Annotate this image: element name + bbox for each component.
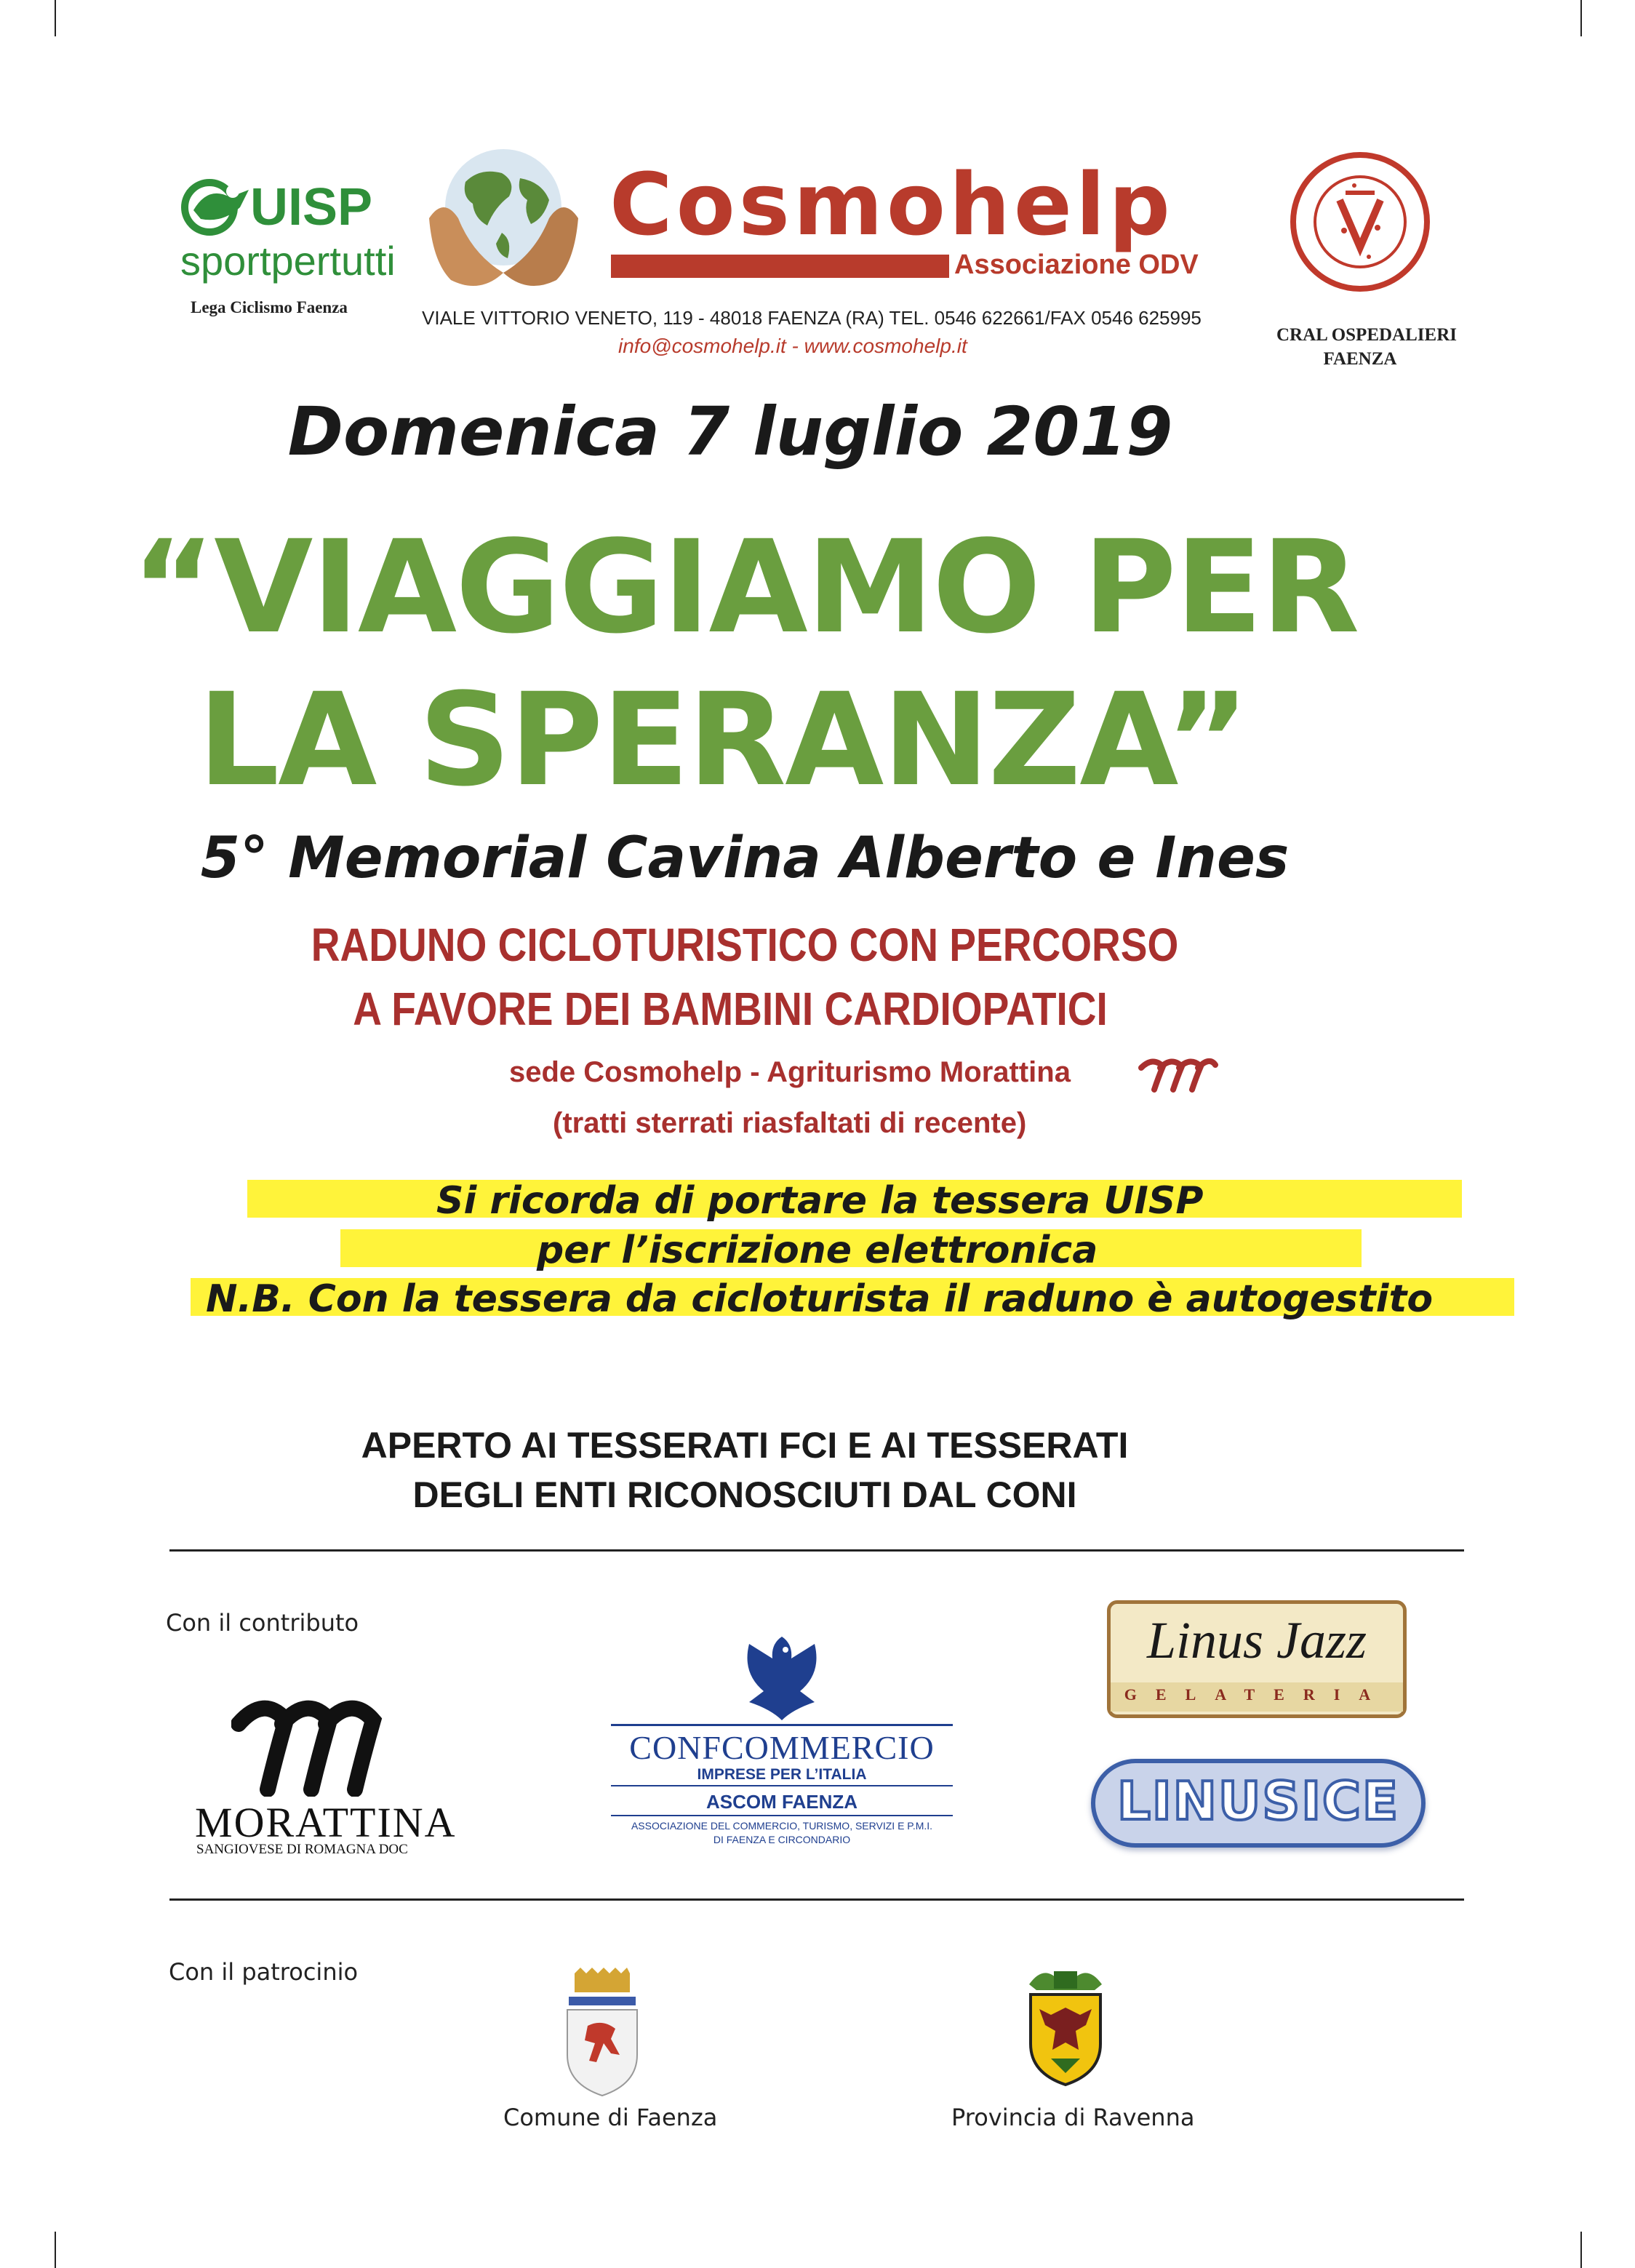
event-desc-line1: RADUNO CICLOTURISTICO CON PERCORSO [311,919,1179,971]
confcommercio-top-line [611,1724,953,1726]
cosmohelp-contacts[interactable]: info@cosmohelp.it - www.cosmohelp.it [618,335,967,357]
linus-jazz-logo [1107,1600,1407,1718]
linus-ice-name: LINUSICE [1116,1770,1400,1832]
faenza-label: Comune di Faenza [503,2104,718,2131]
linus-jazz-sub: GELATERIA [1124,1685,1390,1704]
confcommercio-bottom-line [611,1815,953,1816]
linus-ice-logo [1091,1759,1426,1848]
linus-jazz-name: Linus Jazz [1146,1611,1367,1669]
event-desc-line2: A FAVORE DEI BAMBINI CARDIOPATICI [353,983,1108,1035]
morattina-name: MORATTINA [195,1799,457,1846]
event-note: (tratti sterrati riasfaltati di recente) [553,1107,1027,1139]
confcommercio-desc2: DI FAENZA E CIRCONDARIO [713,1834,851,1845]
cral-label-line1: CRAL OSPEDALIERI [1276,325,1457,345]
cosmohelp-sub: Associazione ODV [954,249,1199,280]
cral-seal-icon [1287,149,1433,295]
crop-mark-top-left [55,0,56,36]
morattina-small-icon [1138,1055,1218,1093]
crop-mark-bottom-right [1580,2232,1582,2268]
confcommercio-eagle-icon [727,1629,836,1724]
confcommercio-desc1: ASSOCIAZIONE DEL COMMERCIO, TURISMO, SERVIZI E P.M.I. [631,1820,933,1832]
confcommercio-branch: ASCOM FAENZA [706,1791,858,1813]
cral-label-line2: FAENZA [1323,349,1397,369]
confcommercio-name: CONFCOMMERCIO [629,1729,935,1766]
eligibility-line1: APERTO AI TESSERATI FCI E AI TESSERATI [361,1425,1129,1466]
event-date: Domenica 7 luglio 2019 [287,393,1173,471]
crop-mark-bottom-left [55,2232,56,2268]
event-memorial: 5° Memorial Cavina Alberto e Ines [200,826,1290,891]
uisp-brand: UISP [250,178,373,236]
eligibility-line2: DEGLI ENTI RICONOSCIUTI DAL CONI [412,1474,1077,1515]
uisp-sub: Lega Ciclismo Faenza [191,298,348,316]
uisp-tagline: sportpertutti [180,238,396,284]
highlight-line2: per l’iscrizione elettronica [537,1229,1098,1272]
event-title-line2: LA SPERANZA” [198,666,1248,815]
confcommercio-mid-line [611,1785,953,1786]
cosmohelp-address: VIALE VITTORIO VENETO, 119 - 48018 FAENZA (RA) TEL. 0546 622661/FAX 0546 625995 [422,307,1202,329]
uisp-logo [175,178,415,324]
ravenna-crest-icon [1015,1964,1116,2088]
cosmohelp-name: Cosmohelp [609,154,1174,255]
divider-top [169,1549,1464,1552]
crop-mark-top-right [1580,0,1582,36]
event-title-line1: “VIAGGIAMO PER [131,513,1359,662]
divider-bottom [169,1898,1464,1901]
faenza-crest-icon [559,1968,646,2099]
highlight-line3: N.B. Con la tessera da cicloturista il raduno è autogestito [206,1277,1434,1321]
sponsors-heading: Con il contributo [166,1609,359,1637]
highlight-line1: Si ricorda di portare la tessera UISP [436,1179,1204,1223]
confcommercio-tagline: IMPRESE PER L’ITALIA [697,1766,867,1783]
patronage-heading: Con il patrocinio [169,1958,359,1986]
cosmohelp-bar [611,255,949,278]
morattina-sub: SANGIOVESE DI ROMAGNA DOC [196,1842,408,1857]
globe-hands-icon [422,138,585,298]
morattina-logo-icon [231,1695,399,1797]
ravenna-label: Provincia di Ravenna [951,2104,1195,2131]
event-venue: sede Cosmohelp - Agriturismo Morattina [509,1056,1071,1088]
uisp-cyclist-icon [179,178,259,236]
